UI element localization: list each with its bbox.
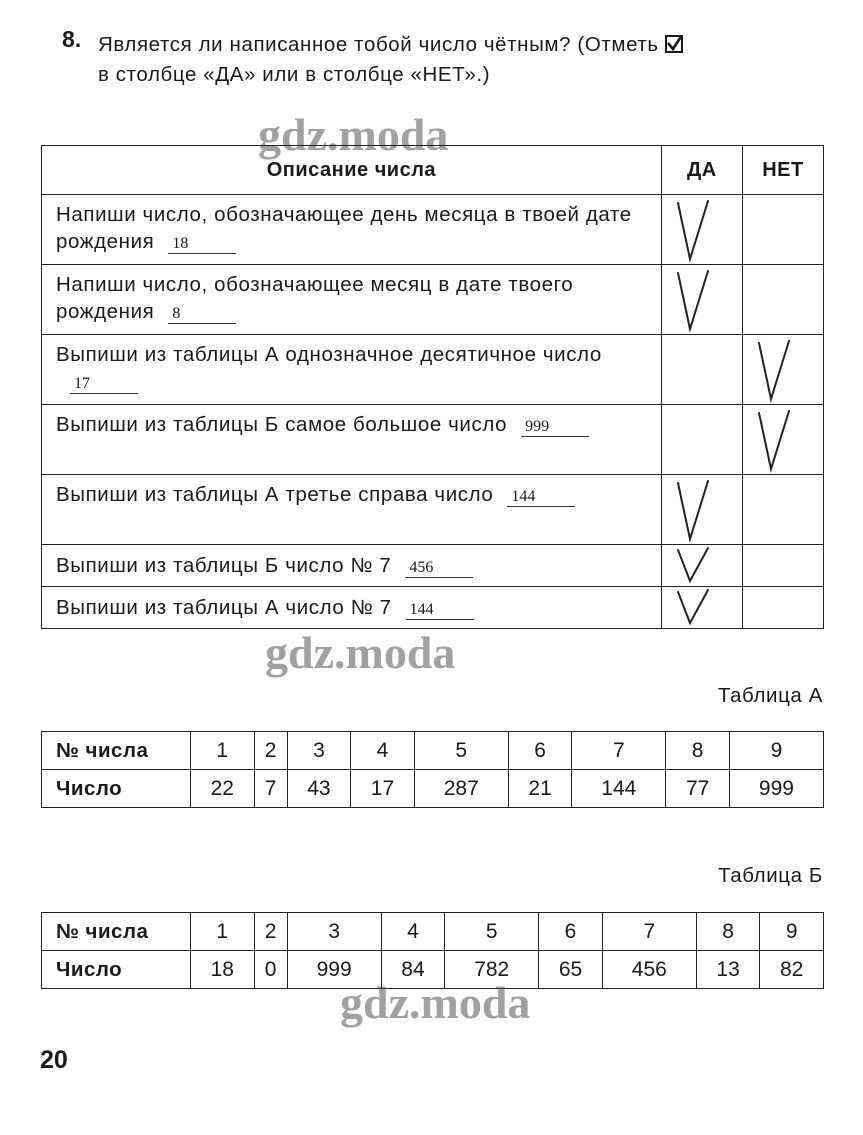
task-row	[42, 195, 824, 265]
table-cell: 21	[508, 770, 572, 808]
table-cell: 7	[572, 732, 666, 770]
task-description	[42, 195, 662, 265]
task-text: Напиши число, обозначающее месяц в дате твоего рождения	[56, 273, 574, 323]
handwritten-check-icon	[662, 475, 742, 545]
task-row	[42, 335, 824, 405]
handwritten-check-icon	[662, 545, 742, 587]
watermark: gdz.moda	[258, 109, 449, 160]
task-text: Выпиши из таблицы А число № 7	[56, 596, 392, 619]
table-cell: 1	[191, 913, 255, 951]
handwritten-check-icon	[743, 335, 823, 405]
mark-cell-no	[742, 545, 823, 587]
header-description: Описание числа	[42, 146, 662, 195]
mark-cell-no	[742, 587, 823, 629]
handwritten-answer: 18	[168, 235, 236, 254]
mark-cell-yes	[661, 475, 742, 545]
table-cell: 782	[445, 951, 539, 989]
table-cell: 144	[572, 770, 666, 808]
table-cell: 287	[414, 770, 508, 808]
task-description	[42, 405, 662, 475]
task-row	[42, 475, 824, 545]
task-description	[42, 545, 662, 587]
table-a-value-row	[42, 770, 824, 808]
handwritten-check-icon	[662, 265, 742, 335]
watermark: gdz.moda	[340, 977, 531, 1028]
table-cell: 18	[191, 951, 255, 989]
table-cell: 17	[351, 770, 415, 808]
table-a	[41, 731, 824, 808]
table-cell: 77	[666, 770, 730, 808]
table-cell: 3	[287, 732, 351, 770]
task-row	[42, 587, 824, 629]
handwritten-check-icon	[743, 405, 823, 475]
mark-cell-yes	[661, 405, 742, 475]
mark-cell-yes	[661, 195, 742, 265]
table-cell: 84	[381, 951, 445, 989]
mark-cell-no	[742, 195, 823, 265]
table-cell: 6	[539, 913, 603, 951]
question-text-line-1: Является ли написанное тобой число чётным? (Отметь	[98, 33, 683, 57]
task-text: Напиши число, обозначающее день месяца в твоей дате рождения	[56, 203, 632, 253]
handwritten-answer: 8	[168, 305, 236, 324]
table-cell: 1	[191, 732, 255, 770]
table-cell: 8	[666, 732, 730, 770]
handwritten-answer: 144	[406, 601, 474, 620]
handwritten-answer: 456	[405, 559, 473, 578]
task-table	[41, 145, 824, 629]
question-number: 8.	[62, 26, 82, 52]
table-cell: 4	[381, 913, 445, 951]
task-description	[42, 335, 662, 405]
table-cell: 3	[287, 913, 381, 951]
checkbox-checked-icon	[665, 35, 683, 53]
task-description	[42, 587, 662, 629]
mark-cell-no	[742, 335, 823, 405]
table-cell: 4	[351, 732, 415, 770]
question-text-line-2: в столбце «ДА» или в столбце «НЕТ».)	[98, 63, 491, 86]
page-number: 20	[40, 1046, 68, 1074]
row-label: Число	[42, 770, 191, 808]
table-cell: 22	[191, 770, 255, 808]
mark-cell-no	[742, 405, 823, 475]
handwritten-check-icon	[662, 195, 742, 265]
table-cell: 456	[602, 951, 696, 989]
task-table-header	[42, 146, 824, 195]
mark-cell-yes	[661, 335, 742, 405]
table-cell: 2	[254, 913, 287, 951]
table-cell: 2	[254, 732, 287, 770]
table-cell: 43	[287, 770, 351, 808]
table-cell: 13	[696, 951, 760, 989]
task-text: Выпиши из таблицы Б число № 7	[56, 554, 392, 577]
table-cell: 9	[729, 732, 823, 770]
row-label: № числа	[42, 913, 191, 951]
table-cell: 7	[602, 913, 696, 951]
mark-cell-no	[742, 265, 823, 335]
task-row	[42, 405, 824, 475]
task-row	[42, 265, 824, 335]
mark-cell-no	[742, 475, 823, 545]
handwritten-answer: 17	[70, 375, 138, 394]
task-description	[42, 475, 662, 545]
handwritten-check-icon	[662, 587, 742, 629]
task-description	[42, 265, 662, 335]
table-cell: 65	[539, 951, 603, 989]
task-row	[42, 545, 824, 587]
header-no: НЕТ	[742, 146, 823, 195]
table-cell: 0	[254, 951, 287, 989]
task-text: Выпиши из таблицы А третье справа число	[56, 483, 494, 506]
table-cell: 999	[287, 951, 381, 989]
table-cell: 999	[729, 770, 823, 808]
table-b-index-row	[42, 913, 824, 951]
table-cell: 9	[760, 913, 824, 951]
table-a-index-row	[42, 732, 824, 770]
row-label: Число	[42, 951, 191, 989]
task-text: Выпиши из таблицы А однозначное десятичное число	[56, 343, 602, 366]
table-b-title: Таблица Б	[718, 864, 823, 887]
table-cell: 82	[760, 951, 824, 989]
watermark: gdz.moda	[265, 627, 456, 678]
table-cell: 5	[414, 732, 508, 770]
header-yes: ДА	[661, 146, 742, 195]
mark-cell-yes	[661, 587, 742, 629]
row-label: № числа	[42, 732, 191, 770]
mark-cell-yes	[661, 265, 742, 335]
table-cell: 7	[254, 770, 287, 808]
handwritten-answer: 144	[507, 488, 575, 507]
mark-cell-yes	[661, 545, 742, 587]
table-cell: 6	[508, 732, 572, 770]
handwritten-answer: 999	[521, 418, 589, 437]
table-cell: 5	[445, 913, 539, 951]
task-text: Выпиши из таблицы Б самое большое число	[56, 413, 508, 436]
table-a-title: Таблица А	[717, 684, 823, 707]
table-cell: 8	[696, 913, 760, 951]
